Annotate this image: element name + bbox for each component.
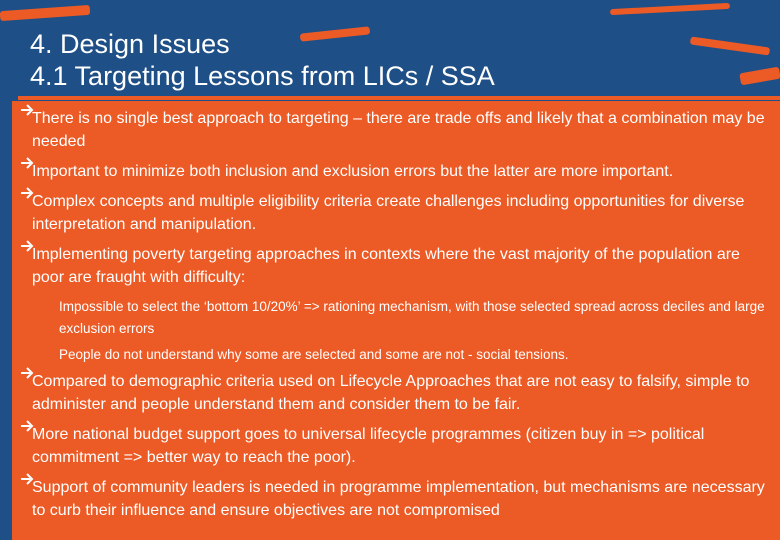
- title-line-1: 4. Design Issues: [30, 29, 230, 59]
- bullet-item: [20, 190, 770, 236]
- bullet-text: Important to minimize both inclusion and exclusion errors but the latter are more important.: [32, 163, 674, 180]
- arrow-right-icon: [20, 156, 34, 170]
- arrow-right-icon: [20, 239, 34, 253]
- bullet-item: [20, 423, 770, 469]
- slide-title: [30, 28, 770, 92]
- bullet-text: Compared to demographic criteria used on Lifecycle Approaches that are not easy to falsify, simple to administer and people understand them and consider them to be fair.: [32, 373, 750, 413]
- title-underline: [18, 96, 780, 100]
- bullet-item: [20, 107, 770, 153]
- bullet-text: Support of community leaders is needed in programme implementation, but mechanisms are necessary to curb their influence and ensure objectives are not compromised: [32, 479, 765, 519]
- decorative-streak: [610, 3, 730, 15]
- slide-content: [20, 107, 770, 529]
- bullet-item: [20, 160, 770, 183]
- bullet-text: Complex concepts and multiple eligibility criteria create challenges including opportunities for diverse interpretation and manipulation.: [32, 193, 745, 233]
- decorative-streak: [0, 5, 90, 21]
- title-line-2: 4.1 Targeting Lessons from LICs / SSA: [30, 61, 495, 91]
- arrow-right-icon: [20, 366, 34, 380]
- sub-bullet-item: People do not understand why some are selected and some are not - social tensions.: [59, 347, 569, 362]
- bullet-item: [20, 476, 770, 522]
- bullet-text: Implementing poverty targeting approaches in contexts where the vast majority of the population are poor are fraught with difficulty:: [32, 246, 740, 286]
- bullet-text: More national budget support goes to universal lifecycle programmes (citizen buy in => political commitment => better way to reach the poor).: [32, 426, 705, 466]
- bullet-item: [20, 370, 770, 416]
- arrow-right-icon: [20, 419, 34, 433]
- sub-bullet-item: Impossible to select the ‘bottom 10/20%’ => rationing mechanism, with those selected spread across deciles and large exclusion errors: [59, 299, 765, 336]
- arrow-right-icon: [20, 472, 34, 486]
- arrow-right-icon: [20, 186, 34, 200]
- bullet-text: There is no single best approach to targeting – there are trade offs and likely that a combination may be needed: [32, 110, 765, 150]
- bullet-item: [20, 243, 770, 289]
- arrow-right-icon: [20, 103, 34, 117]
